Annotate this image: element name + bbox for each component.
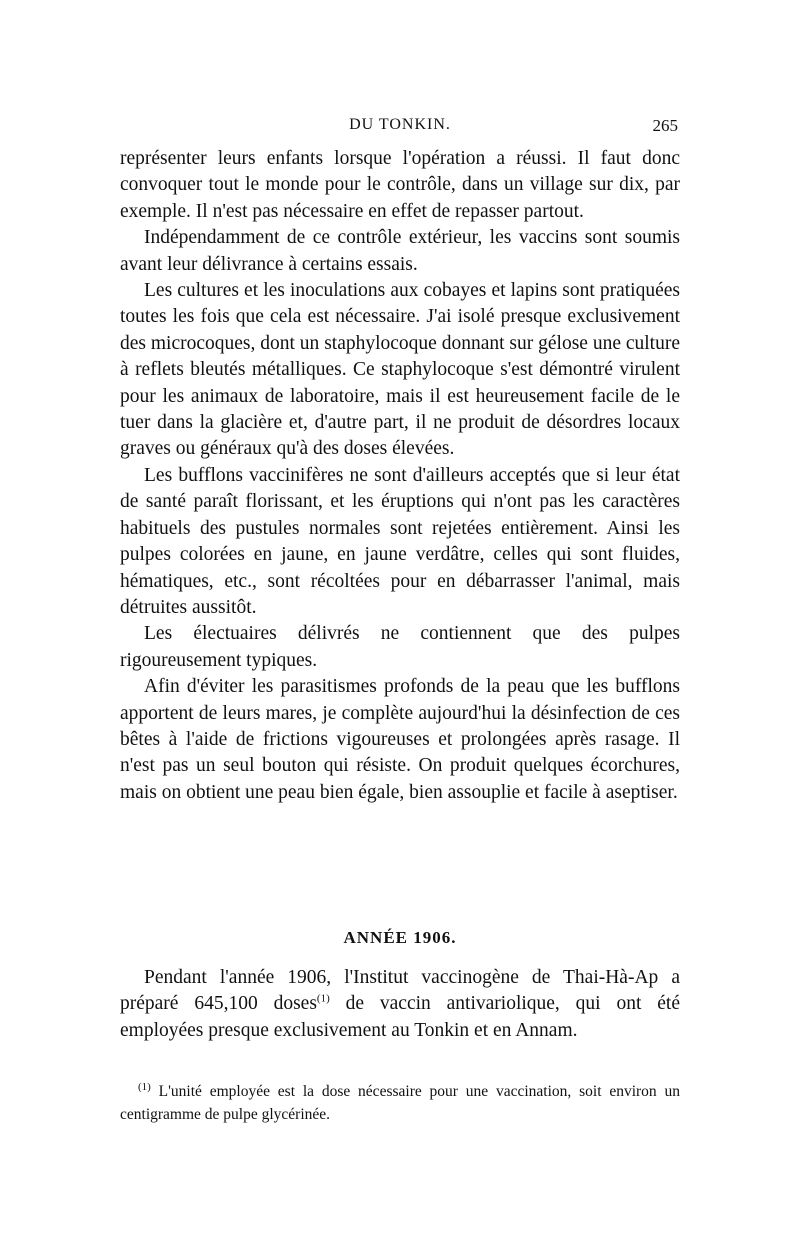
paragraph-text-end: de vaccin antivariolique, qui ont été employées presque exclusivement au Tonkin et en Annam. <box>120 993 680 1041</box>
section-heading: ANNÉE 1906. <box>343 928 457 947</box>
page-number: 265 <box>652 116 678 135</box>
main-text <box>120 146 680 806</box>
paragraph <box>120 965 680 1044</box>
paragraph-text-start: Pendant l'année 1906, l'Institut vaccinogène de Thai-Hà-Ap a préparé 645,100 doses <box>120 967 680 1015</box>
paragraph: Afin d'éviter les parasitismes profonds de la peau que les bufflons apportent de leurs mares, je complète aujourd'hui la désinfection de ces bêtes à l'aide de frictions vigoureuses et prolongées après rasage. Il n'est pas un seul bouton qui résiste. On produit quelques écorchures, mais on obtient une peau bien égale, bien assouplie et facile à aseptiser. <box>120 676 680 803</box>
page-header <box>120 116 680 140</box>
footnote <box>120 1080 680 1126</box>
footnote-reference: (1) <box>316 992 330 1005</box>
paragraph: Les électuaires délivrés ne contiennent que des pulpes rigoureusement typiques. <box>120 623 680 671</box>
footnote-text: L'unité employée est la dose nécessaire pour une vaccination, soit environ un centigramme de pulpe glycérinée. <box>120 1083 680 1123</box>
running-head: DU TONKIN. <box>349 116 451 133</box>
section-text <box>120 965 680 1044</box>
footnote-marker: (1) <box>138 1080 151 1093</box>
paragraph: Les cultures et les inoculations aux cobayes et lapins sont pratiquées toutes les fois que cela est nécessaire. J'ai isolé presque exclusivement des microcoques, dont un staphylocoque donnant sur gélose une culture à reflets bleutés métalliques. Ce staphylocoque s'est démontré virulent pour les animaux de laboratoire, mais il est heureusement facile de le tuer dans la glacière et, d'autre part, il ne produit de désordres locaux graves ou généraux qu'à des doses élevées. <box>120 280 680 460</box>
paragraph: Les bufflons vaccinifères ne sont d'ailleurs acceptés que si leur état de santé paraît florissant, et les éruptions qui n'ont pas les caractères habituels des pustules normales sont rejetées entièrement. Ainsi les pulpes colorées en jaune, en jaune verdâtre, celles qui sont fluides, hématiques, etc., sont récoltées pour en débarrasser l'animal, mais détruites aussitôt. <box>120 464 680 618</box>
paragraph-continuation: représenter leurs enfants lorsque l'opération a réussi. Il faut donc convoquer tout le monde pour le contrôle, dans un village sur dix, par exemple. Il n'est pas nécessaire en effet de repasser partout. <box>120 148 680 222</box>
paragraph: Indépendamment de ce contrôle extérieur, les vaccins sont soumis avant leur délivrance à certains essais. <box>120 227 680 275</box>
